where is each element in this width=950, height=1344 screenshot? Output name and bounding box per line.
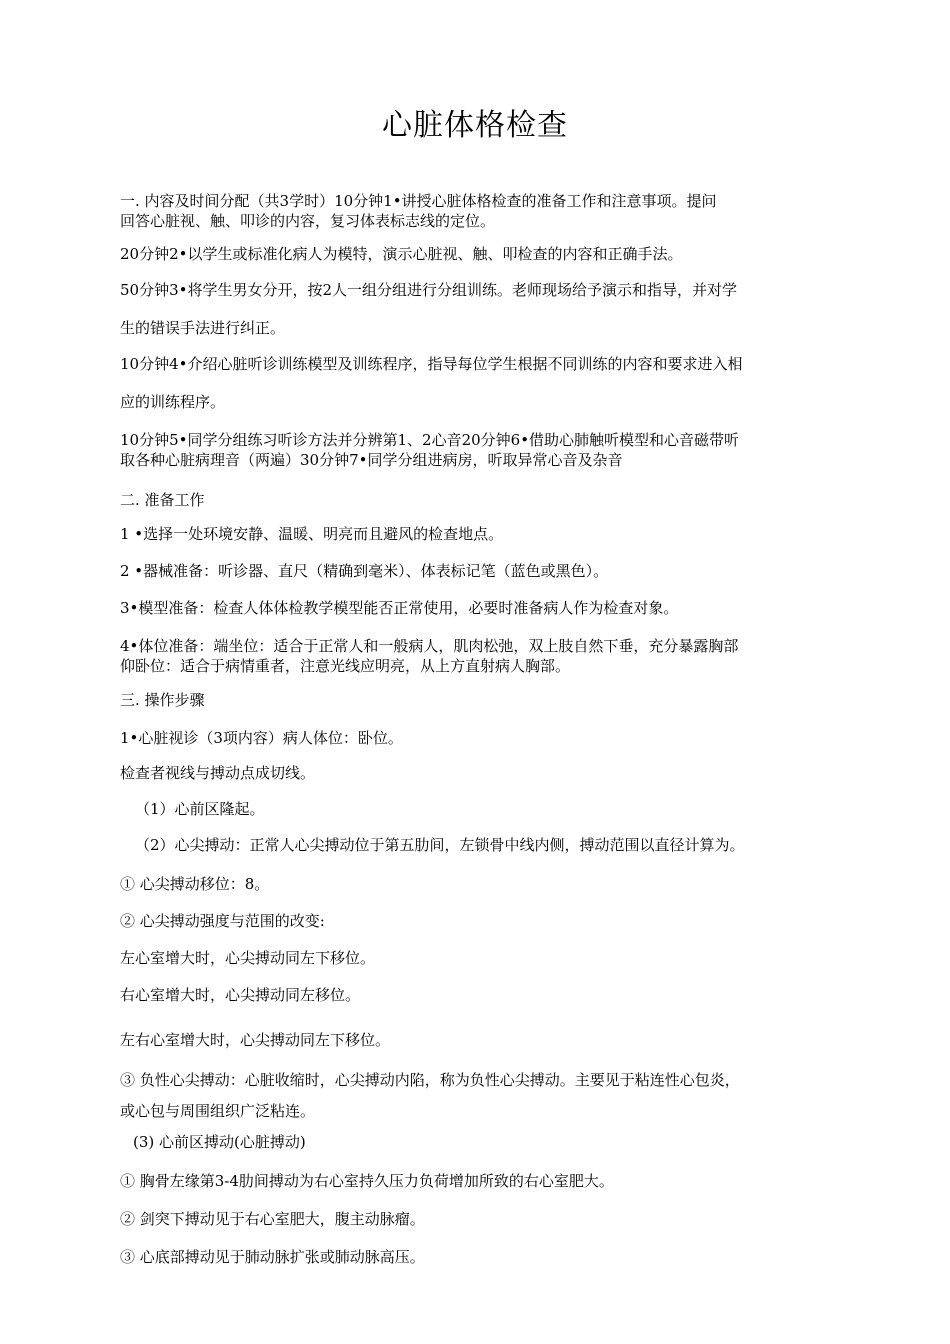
text-line: ② 心尖搏动强度与范围的改变:	[120, 912, 325, 930]
text-line: 1 •选择一处环境安静、温暖、明亮而且避风的检查地点。	[120, 525, 504, 543]
page-title: 心脏体格检查	[382, 108, 568, 143]
text-line: ① 胸骨左缘第3-4肋间搏动为右心室持久压力负荷增加所致的右心室肥大。	[120, 1172, 614, 1190]
text-line: 生的错误手法进行纠正。	[120, 319, 286, 337]
text-line: （1）心前区隆起。	[135, 800, 265, 818]
text-line: 检查者视线与搏动点成切线。	[120, 764, 316, 782]
text-line: （2）心尖搏动：正常人心尖搏动位于第五肋间，左锁骨中线内侧，搏动范围以直径计算为。	[135, 836, 745, 854]
text-line: 取各种心脏病理音（两遍）30分钟7•同学分组进病房，听取异常心音及杂音	[120, 451, 623, 469]
text-line: ① 心尖搏动移位：8。	[120, 875, 270, 893]
section-heading: 三. 操作步骤	[120, 691, 205, 709]
text-line: 50分钟3•将学生男女分开，按2人一组分组进行分组训练。老师现场给予演示和指导，并对学	[120, 281, 738, 299]
text-line: 应的训练程序。	[120, 393, 226, 411]
text-line: 1•心脏视诊（3项内容）病人体位：卧位。	[120, 729, 403, 747]
text-line: 一. 内容及时间分配（共3学时）10分钟1•讲授心脏体格检查的准备工作和注意事项。提问	[120, 192, 717, 210]
section-heading: 二. 准备工作	[120, 491, 205, 509]
text-line: 左右心室增大时，心尖搏动同左下移位。	[120, 1031, 391, 1049]
text-line: 2 •器械准备：听诊器、直尺（精确到毫米）、体表标记笔（蓝色或黑色）。	[120, 562, 609, 580]
text-line: 或心包与周围组织广泛粘连。	[120, 1102, 316, 1120]
text-line: 回答心脏视、触、叩诊的内容，复习体表标志线的定位。	[120, 212, 496, 230]
text-line: 仰卧位：适合于病情重者，注意光线应明亮，从上方直射病人胸部。	[120, 657, 571, 675]
text-line: 3•模型准备：检查人体体检教学模型能否正常使用，必要时准备病人作为检查对象。	[120, 599, 679, 617]
text-line: ③ 心底部搏动见于肺动脉扩张或肺动脉高压。	[120, 1248, 425, 1266]
text-line: 4•体位准备：端坐位：适合于正常人和一般病人，肌肉松弛，双上肢自然下垂，充分暴露胸部	[120, 637, 739, 655]
text-line: 20分钟2•以学生或标准化病人为模特，演示心脏视、触、叩检查的内容和正确手法。	[120, 245, 683, 263]
text-line: ③ 负性心尖搏动：心脏收缩时，心尖搏动内陷，称为负性心尖搏动。主要见于粘连性心包炎，	[120, 1071, 740, 1089]
text-line: 左心室增大时，心尖搏动同左下移位。	[120, 949, 376, 967]
text-line: (3) 心前区搏动(心脏搏动)	[133, 1133, 306, 1151]
text-line: 右心室增大时，心尖搏动同左移位。	[120, 986, 361, 1004]
text-line: 10分钟5•同学分组练习听诊方法并分辨第1、2心音20分钟6•借助心肺触听模型和心音磁带听	[120, 431, 740, 449]
text-line: 10分钟4•介绍心脏听诊训练模型及训练程序，指导每位学生根据不同训练的内容和要求进入相	[120, 355, 743, 373]
text-line: ② 剑突下搏动见于右心室肥大，腹主动脉瘤。	[120, 1210, 425, 1228]
